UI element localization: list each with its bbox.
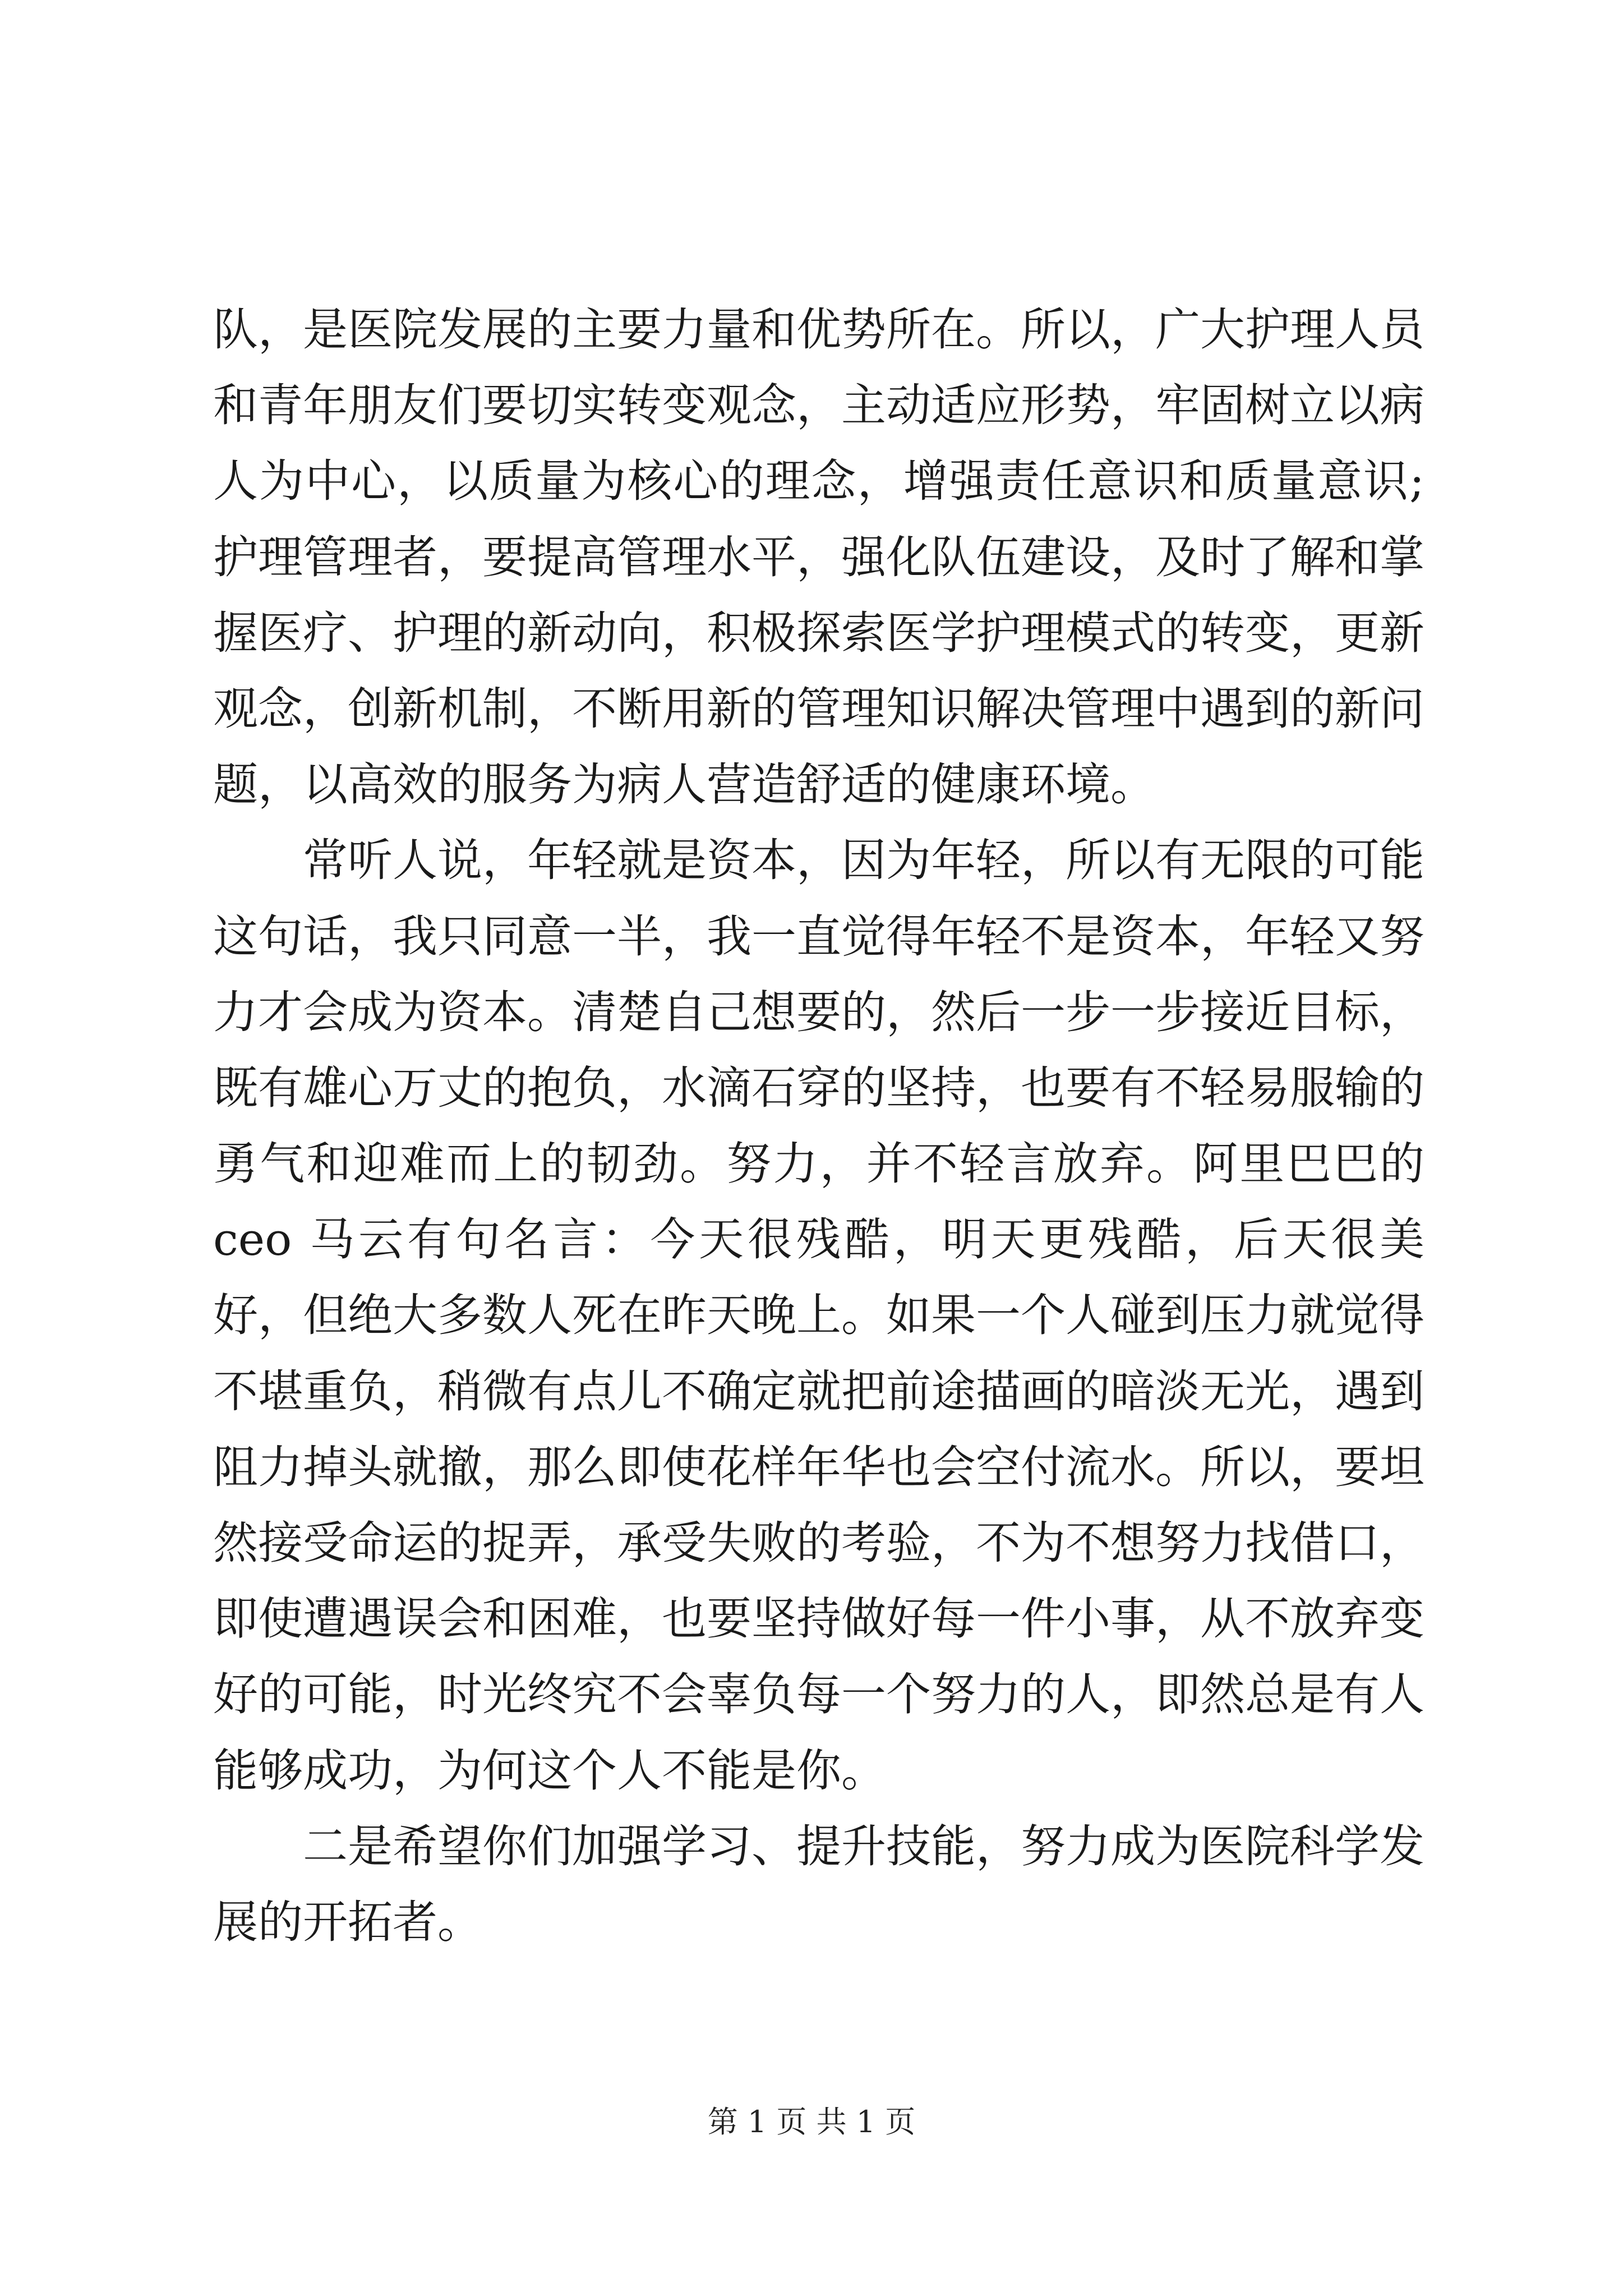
document-body xyxy=(213,292,1424,1960)
page-number-footer: 第 1 页 共 1 页 xyxy=(707,2104,916,2139)
paragraph-second-hope: 二是希望你们加强学习、提升技能，努力成为医院科学发展的开拓者。 xyxy=(213,1820,1424,1948)
paragraph-continuation: 队，是医院发展的主要力量和优势所在。所以，广大护理人员和青年朋友们要切实转变观念，主动适应形势，牢固树立以病人为中心，以质量为核心的理念，增强责任意识和质量意识;护理管理者，要提高管理水平，强化队伍建设，及时了解和掌握医疗、护理的新动向，积极探索医学护理模式的转变，更新观念，创新机制，不断用新的管理知识解决管理中遇到的新问题，以高效的服务为病人营造舒适的健康环境。 xyxy=(213,303,1424,811)
paragraph-youth-capital: 常听人说，年轻就是资本，因为年轻，所以有无限的可能这句话，我只同意一半，我一直觉得年轻不是资本，年轻又努力才会成为资本。清楚自己想要的，然后一步一步接近目标，既有雄心万丈的抱负，水滴石穿的坚持，也要有不轻易服输的勇气和迎难而上的韧劲。努力，并不轻言放弃。阿里巴巴的 ceo 马云有句名言：今天很残酷，明天更残酷，后天很美好，但绝大多数人死在昨天晚上。如果一个人碰到压力就觉得不堪重负，稍微有点儿不确定就把前途描画的暗淡无光，遇到阻力掉头就撤，那么即使花样年华也会空付流水。所以，要坦然接受命运的捉弄，承受失败的考验，不为不想努力找借口，即使遭遇误会和困难，也要坚持做好每一件小事，从不放弃变好的可能，时光终究不会辜负每一个努力的人，即然总是有人能够成功，为何这个人不能是你。 xyxy=(213,834,1424,1797)
